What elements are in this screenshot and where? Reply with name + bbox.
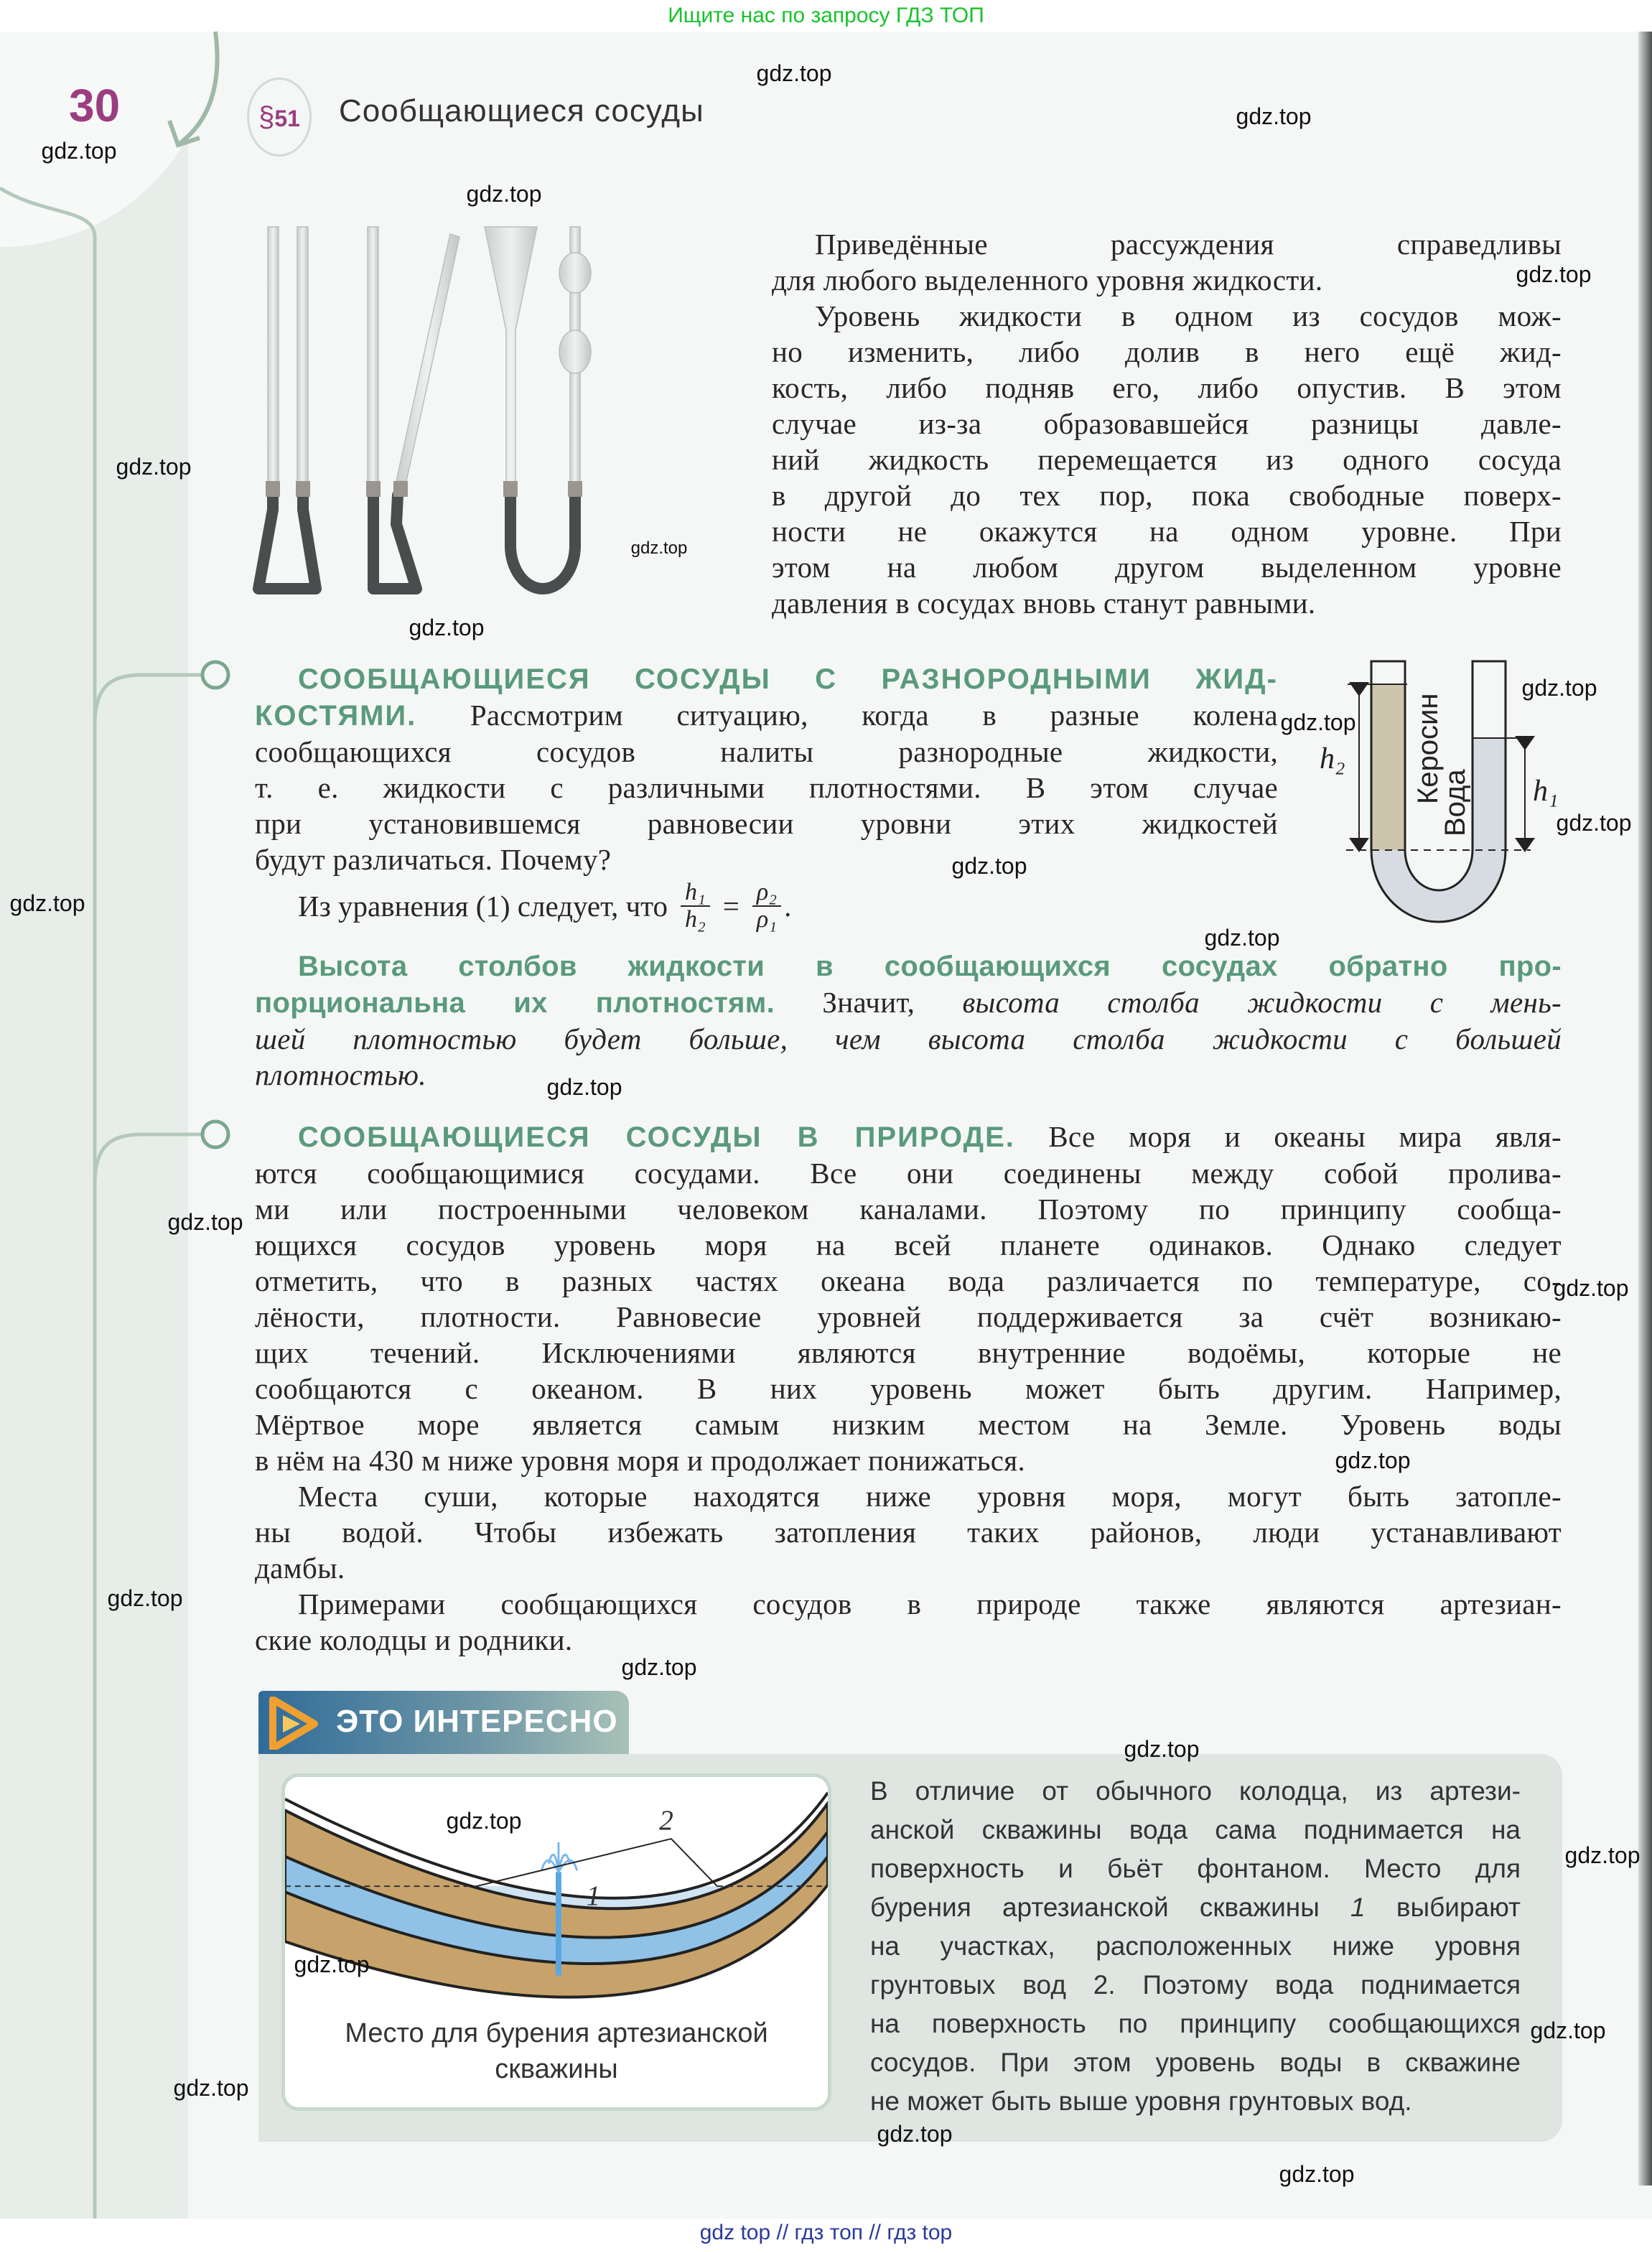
text-segment: анской скважины вода сама поднимается на (870, 1815, 1521, 1844)
watermark: gdz.top (951, 853, 1027, 879)
watermark: gdz.top (877, 2121, 953, 2147)
watermark: gdz.top (756, 60, 832, 86)
text-segment: ские колодцы и родники. (255, 1623, 573, 1656)
diagram-caption (285, 2015, 828, 2087)
curved-arrow-icon (179, 32, 218, 144)
formula-lead: Из уравнения (1) следует, что (298, 890, 668, 923)
watermark: gdz.top (546, 1074, 622, 1100)
watermark: gdz.top (446, 1808, 522, 1834)
text-line (255, 806, 1278, 841)
text-line (772, 298, 1562, 334)
text-line (870, 1849, 1521, 1888)
text-line (255, 1407, 1562, 1442)
formula-rho1: ρ₁ (756, 906, 778, 933)
section-connector (95, 1134, 202, 1185)
text-line (255, 1371, 1562, 1407)
text-line (255, 1021, 1562, 1057)
paragraph-symbol: § (258, 101, 275, 133)
section-bullet-icon (202, 1121, 228, 1147)
text-segment: Уровень жидкости в одном из сосудов мож- (815, 299, 1562, 332)
h1-label: h₁ (1533, 775, 1559, 808)
fountain-icon (541, 1842, 577, 1872)
text-segment: ны водой. Чтобы избежать затопления таких районов, люди устанавливают (255, 1516, 1562, 1549)
text-segment: В отличие от обычного колодца, из артези- (870, 1776, 1521, 1806)
text-segment: этом на любом другом выделенном уровне (772, 551, 1562, 584)
text-segment: грунтовых вод 2. Поэтому вода поднимается (870, 1970, 1521, 2000)
section-heading: СООБЩАЮЩИЕСЯ СОСУДЫ С РАЗНОРОДНЫМИ ЖИД- (298, 663, 1278, 695)
text-line (255, 1227, 1562, 1263)
watermark: gdz.top (1556, 810, 1632, 836)
text-line (772, 370, 1562, 406)
text-line (255, 841, 1278, 877)
text-line (255, 697, 1278, 734)
formula-equals: = (722, 890, 739, 923)
footer-links[interactable]: gdz top // гдз топ // гдз top (0, 2219, 1652, 2253)
text-segment: ются сообщающимися сосудами. Все они соединены между собой пролива- (255, 1157, 1562, 1190)
text-segment: ми или построенными человеком каналами. Поэтому по принципу сообща- (255, 1193, 1562, 1226)
paragraph-number: 51 (274, 106, 300, 131)
caption-line: скважины (495, 2054, 618, 2084)
text-segment: высота столба жидкости с мень- (962, 986, 1562, 1019)
text-line (255, 661, 1278, 697)
text-line (255, 1550, 1562, 1586)
text-line (772, 549, 1562, 585)
label-well-1: 1 (586, 1879, 601, 1911)
watermark: gdz.top (1530, 2018, 1606, 2043)
caption-line: Место для бурения артезианской (345, 2018, 768, 2048)
text-line (772, 226, 1562, 262)
text-line (255, 984, 1562, 1021)
section-heading: СООБЩАЮЩИЕСЯ СОСУДЫ В ПРИРОДЕ. (298, 1121, 1015, 1153)
text-line (255, 1586, 1562, 1622)
text-segment: бурения артезианской скважины (870, 1893, 1351, 1922)
text-segment: ний жидкость перемещается из одного сосуда (772, 443, 1562, 476)
text-line (772, 334, 1562, 370)
text-segment: будут различаться. Почему? (255, 843, 612, 876)
section-heading: КОСТЯМИ. (255, 700, 417, 732)
text-segment: шей плотностью будет больше, чем высота столба жидкости с большей (255, 1022, 1562, 1055)
watermark: gdz.top (1564, 1842, 1641, 1868)
density-conclusion-text (255, 948, 1562, 1093)
text-line (255, 1263, 1562, 1299)
water-label: Вода (1439, 769, 1471, 836)
text-line (255, 948, 1562, 984)
text-line (772, 585, 1562, 621)
text-line (870, 1811, 1521, 1849)
text-line (870, 1888, 1521, 1927)
text-line (255, 1335, 1562, 1371)
text-line (772, 406, 1562, 442)
section-nature-text (255, 1119, 1562, 1658)
text-line (870, 2082, 1521, 2121)
text-segment: выбирают (1365, 1893, 1521, 1922)
artesian-well-diagram (281, 1773, 831, 2111)
text-segment: 1 (1350, 1893, 1366, 1922)
text-segment: Все моря и океаны мира явля- (1014, 1120, 1562, 1153)
text-segment: на поверхность по принципу сообщающихся (870, 2009, 1521, 2038)
watermark: gdz.top (1553, 1275, 1629, 1301)
key-statement: Высота столбов жидкости в сообщающихся сосудах обратно про- (298, 951, 1562, 982)
text-segment: сообщающихся сосудов налиты разнородные жидкости, (255, 735, 1278, 768)
text-line (255, 1299, 1562, 1335)
text-line (255, 770, 1278, 806)
text-line (255, 1622, 1562, 1658)
text-segment: Места суши, которые находятся ниже уровня моря, могут быть затопле- (298, 1480, 1562, 1513)
watermark: gdz.top (621, 1654, 697, 1680)
text-segment: случае из-за образовавшейся разницы давле- (772, 407, 1562, 440)
section-heterogeneous-liquids (255, 661, 1278, 877)
page-number: 30 (69, 80, 121, 131)
watermark: gdz.top (466, 181, 542, 207)
h2-label: h₂ (1320, 742, 1345, 775)
text-line (772, 262, 1562, 298)
text-line (870, 1927, 1521, 1966)
fraction-densities (752, 880, 781, 933)
section-intro-text (772, 226, 1562, 621)
text-line (772, 513, 1562, 549)
text-line (255, 1478, 1562, 1514)
text-segment: Рассмотрим ситуацию, когда в разные колена (416, 699, 1278, 732)
interesting-text (870, 1772, 1521, 2121)
watermark: gdz.top (409, 615, 485, 640)
section-bullet-icon (202, 662, 228, 688)
watermark: gdz.top (116, 454, 192, 480)
text-segment: ющихся сосудов уровень моря на всей планете одинаков. Однако следует (255, 1228, 1562, 1261)
text-line (255, 1191, 1562, 1227)
text-line (772, 477, 1562, 513)
text-segment: в другой до тех пор, пока свободные поверх- (772, 479, 1562, 512)
label-groundwater-2: 2 (659, 1804, 673, 1837)
text-line (255, 1119, 1562, 1155)
watermark: gdz.top (173, 2075, 249, 2101)
text-line (255, 1514, 1562, 1550)
artesian-cross-section (285, 1777, 828, 2014)
watermark: gdz.top (294, 1951, 370, 1977)
text-segment: т. е. жидкости с различными плотностями. В этом случае (255, 771, 1278, 804)
text-line (870, 1772, 1521, 1811)
text-segment: ности не окажутся на одном уровне. При (772, 515, 1562, 548)
text-line (870, 1966, 1521, 2005)
fraction-heights (681, 880, 710, 933)
watermark: gdz.top (1204, 925, 1280, 951)
formula-h1: h₁ (681, 880, 710, 907)
formula-line (298, 880, 791, 933)
text-segment: Мёртвое море является самым низким местом на Земле. Уровень воды (255, 1408, 1562, 1441)
watermark: gdz.top (1279, 2161, 1355, 2187)
text-segment: Приведённые рассуждения справедливы (815, 228, 1562, 261)
interesting-tag-label: ЭТО ИНТЕРЕСНО (336, 1704, 618, 1739)
text-segment: давления в сосудах вновь станут равными. (772, 587, 1316, 620)
text-segment: отметить, что в разных частях океана вода различается по температуре, со- (255, 1264, 1562, 1297)
watermark: gdz.top (9, 890, 85, 916)
text-segment: щих течений. Исключениями являются внутренние водоёмы, которые не (255, 1336, 1562, 1369)
watermark: gdz.top (167, 1209, 243, 1235)
play-triangle-icon (269, 1697, 319, 1750)
section-connector (95, 675, 202, 725)
watermark: gdz.top (1521, 675, 1597, 701)
watermark: gdz.top (1280, 709, 1356, 735)
top-banner: Ищите нас по запросу ГДЗ ТОП (668, 4, 984, 27)
text-segment: не может быть выше уровня грунтовых вод. (870, 2086, 1412, 2116)
watermark: gdz.top (1516, 261, 1592, 287)
watermark: gdz.top (1124, 1736, 1200, 1762)
formula-rho2: ρ₂ (752, 880, 781, 907)
text-segment: на участках, расположенных ниже уровня (870, 1931, 1521, 1961)
watermark: gdz.top (1236, 103, 1312, 129)
text-line (772, 442, 1562, 477)
communicating-vessels-illustration (244, 208, 761, 625)
text-segment: в нём на 430 м ниже уровня моря и продолжает понижаться. (255, 1444, 1025, 1477)
kerosene-label: Керосин (1412, 693, 1444, 804)
text-segment: для любого выделенного уровня жидкости. (772, 263, 1323, 297)
watermark: gdz.top (630, 538, 688, 558)
text-line (255, 734, 1278, 770)
watermark: gdz.top (1335, 1447, 1411, 1473)
formula-period: . (784, 890, 792, 923)
interesting-tag (258, 1691, 629, 1754)
text-segment: кость, либо подняв его, либо опустив. В этом (772, 371, 1562, 404)
text-segment: сосудов. При этом уровень воды в скважине (870, 2048, 1521, 2077)
watermark: gdz.top (107, 1585, 183, 1611)
text-line (255, 1057, 1562, 1093)
text-segment: сообщаются с океаном. В них уровень может быть другим. Например, (255, 1372, 1562, 1405)
text-segment: при установившемся равновесии уровни этих жидкостей (255, 807, 1278, 840)
paragraph-badge (247, 78, 312, 157)
text-segment: Значит, (775, 986, 963, 1019)
formula-h2: h₂ (684, 906, 706, 933)
text-segment: плотностью. (255, 1058, 426, 1091)
text-line (255, 1155, 1562, 1191)
text-segment: Примерами сообщающихся сосудов в природе также являются артезиан- (298, 1587, 1562, 1620)
page-title: Сообщающиеся сосуды (339, 93, 704, 129)
well-shaft (556, 1872, 561, 1975)
text-segment: но изменить, либо долив в него ещё жид- (772, 335, 1562, 368)
text-segment: лёности, плотности. Равновесие уровней поддерживается за счёт возникаю- (255, 1300, 1562, 1333)
text-segment: поверхность и бьёт фонтаном. Место для (870, 1854, 1521, 1883)
text-line (870, 2005, 1521, 2043)
key-statement: порциональна их плотностям. (255, 987, 775, 1019)
text-segment: дамбы. (255, 1552, 345, 1585)
watermark: gdz.top (41, 138, 117, 164)
text-line (870, 2043, 1521, 2082)
